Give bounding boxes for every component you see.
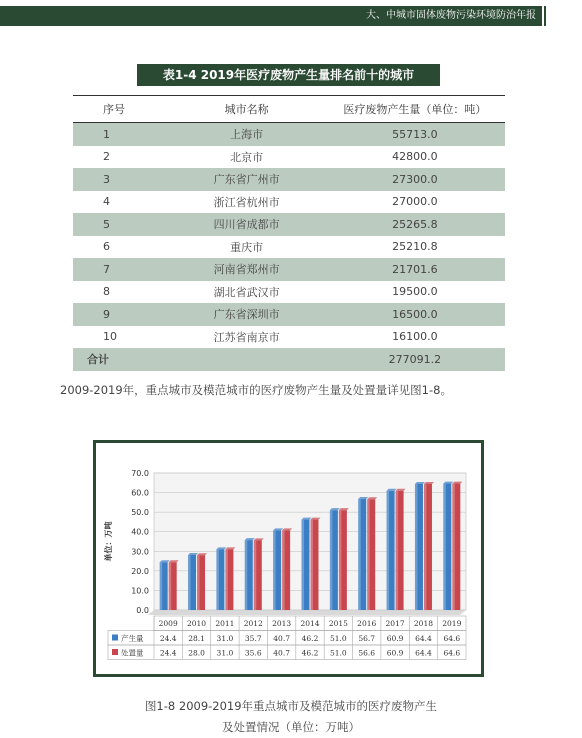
data-label: 35.7 — [244, 634, 262, 643]
x-tick-label: 2017 — [385, 619, 405, 628]
bar-chart — [96, 443, 481, 674]
legend-label: 产生量 — [121, 634, 144, 643]
table-cell-city: 河南省郑州市 — [168, 258, 324, 281]
bar-highlight — [415, 484, 418, 610]
x-tick-label: 2014 — [300, 619, 320, 628]
bar-highlight — [396, 491, 399, 610]
table-cell-amount: 55713.0 — [325, 123, 505, 146]
bar-highlight — [188, 555, 191, 610]
table-row — [73, 146, 505, 169]
bar-highlight — [358, 499, 361, 610]
total-spacer — [168, 348, 324, 371]
x-tick-label: 2013 — [272, 619, 292, 628]
bar-highlight — [339, 510, 342, 610]
table-cell-city: 浙江省杭州市 — [213, 195, 280, 209]
table-cell-rank: 6 — [103, 240, 110, 254]
data-label: 56.6 — [358, 648, 376, 658]
table-cell-rank: 3 — [73, 168, 168, 191]
ranking-table — [73, 95, 505, 371]
data-label: 24.4 — [159, 648, 177, 658]
table-cell-amount: 27300.0 — [325, 168, 505, 191]
table-cell-amount: 16500.0 — [325, 303, 505, 326]
header-tab-decoration — [544, 6, 582, 26]
bar-highlight — [273, 530, 276, 610]
data-label: 35.6 — [244, 648, 262, 658]
y-tick-label: 70.0 — [131, 469, 149, 478]
data-label: 40.7 — [273, 648, 290, 658]
table-row — [73, 213, 505, 236]
table-row — [73, 326, 505, 349]
table-row — [73, 236, 505, 259]
bar-highlight — [311, 520, 314, 610]
table-row — [73, 168, 505, 191]
y-tick-label: 60.0 — [131, 488, 149, 498]
chart-frame — [93, 440, 484, 677]
table-total-row — [73, 348, 505, 371]
bar-highlight — [367, 499, 370, 610]
legend-label: 处置量 — [121, 648, 144, 658]
x-tick-label: 2016 — [357, 619, 377, 628]
table-row — [73, 258, 505, 281]
x-tick-label: 2015 — [328, 619, 348, 628]
column-header-rank: 序号 — [73, 96, 168, 123]
table-cell-rank: 4 — [103, 195, 110, 209]
bar-highlight — [216, 549, 219, 610]
bar-highlight — [245, 540, 248, 610]
data-label: 51.0 — [330, 634, 347, 643]
data-label: 64.4 — [415, 634, 432, 643]
table-cell-city: 上海市 — [168, 123, 324, 146]
data-label: 64.4 — [415, 648, 432, 658]
data-label: 28.1 — [188, 634, 205, 643]
table-cell-city: 江苏省南京市 — [213, 330, 280, 344]
table-cell-city: 湖北省武汉市 — [213, 285, 280, 299]
x-tick-label: 2009 — [158, 619, 178, 628]
report-header-text: 大、中城市固体废物污染环境防治年报 — [366, 10, 536, 21]
table-cell-rank: 9 — [73, 303, 168, 326]
bar-highlight — [197, 555, 200, 610]
bar-highlight — [387, 491, 390, 610]
table-cell-city: 广东省广州市 — [168, 168, 324, 191]
bar-highlight — [424, 484, 427, 610]
table-cell-rank: 7 — [73, 258, 168, 281]
column-header-amount: 医疗废物产生量（单位：吨） — [325, 96, 505, 123]
table-cell-amount: 27000.0 — [392, 195, 438, 209]
bar-highlight — [282, 530, 285, 610]
table-cell-amount: 25265.8 — [325, 213, 505, 236]
y-tick-label: 0.0 — [136, 606, 149, 615]
body-paragraph: 2009-2019年，重点城市及模范城市的医疗废物产生量及处置量详见图1-8。 — [60, 383, 452, 397]
data-label: 56.7 — [358, 634, 376, 643]
x-tick-label: 2010 — [186, 619, 207, 628]
bar-highlight — [452, 484, 455, 610]
x-tick-label: 2012 — [243, 619, 263, 628]
table-cell-amount: 42800.0 — [392, 150, 438, 164]
table-header-row — [73, 96, 505, 123]
bar-highlight — [330, 510, 333, 610]
x-tick-label: 2019 — [442, 619, 462, 628]
x-tick-label: 2018 — [413, 619, 434, 628]
table-cell-amount: 25210.8 — [392, 240, 438, 254]
bar-highlight — [443, 484, 446, 610]
column-header-city: 城市名称 — [168, 96, 324, 123]
legend-swatch — [112, 635, 118, 641]
data-label: 64.6 — [443, 648, 461, 658]
table-row — [73, 281, 505, 304]
table-cell-amount: 16100.0 — [392, 330, 438, 344]
y-tick-label: 20.0 — [131, 566, 149, 576]
table-cell-city: 广东省深圳市 — [168, 303, 324, 326]
data-label: 51.0 — [330, 648, 347, 658]
data-label: 60.9 — [386, 648, 404, 658]
data-label: 31.0 — [216, 648, 234, 658]
data-label: 24.4 — [159, 634, 177, 643]
total-label: 合计 — [73, 348, 168, 371]
data-label: 46.2 — [301, 634, 319, 643]
x-tick-label: 2011 — [215, 619, 235, 628]
data-label: 28.0 — [188, 648, 205, 658]
legend-swatch — [112, 649, 118, 655]
y-tick-label: 40.0 — [131, 527, 149, 537]
table-cell-city: 重庆市 — [230, 240, 264, 254]
data-label: 40.7 — [273, 634, 290, 643]
table-cell-rank: 8 — [103, 285, 110, 299]
table-cell-city: 北京市 — [230, 150, 264, 164]
table-cell-city: 四川省成都市 — [168, 213, 324, 236]
data-label: 31.0 — [216, 634, 234, 643]
bar-highlight — [169, 562, 172, 610]
table-row — [73, 191, 505, 214]
bar-highlight — [302, 520, 305, 610]
table-row — [73, 303, 505, 326]
bar-highlight — [160, 562, 163, 610]
table-cell-rank: 5 — [73, 213, 168, 236]
y-tick-label: 50.0 — [131, 508, 149, 518]
data-label: 46.2 — [301, 648, 319, 658]
table-cell-rank: 10 — [103, 330, 117, 344]
table-body — [73, 123, 505, 371]
data-label: 64.6 — [443, 634, 461, 643]
y-tick-label: 10.0 — [131, 586, 149, 596]
figure-caption-line-1: 图1-8 2009-2019年重点城市及模范城市的医疗废物产生 — [144, 699, 438, 713]
bar-highlight — [225, 549, 228, 610]
bar-highlight — [254, 540, 256, 610]
y-tick-label: 30.0 — [131, 547, 149, 557]
data-label: 60.9 — [386, 634, 404, 643]
report-header-bar — [0, 6, 542, 26]
y-axis-label: 单位：万吨 — [103, 521, 113, 562]
table-title: 表1-4 2019年医疗废物产生量排名前十的城市 — [137, 64, 440, 86]
plot-floor — [148, 610, 466, 615]
table-row — [73, 123, 505, 146]
table-cell-amount: 21701.6 — [325, 258, 505, 281]
table-cell-amount: 19500.0 — [392, 285, 438, 299]
figure-caption-line-2: 及处置情况（单位：万吨） — [222, 720, 360, 734]
total-value: 277091.2 — [325, 348, 505, 371]
table-cell-rank: 2 — [103, 150, 110, 164]
table-cell-rank: 1 — [73, 123, 168, 146]
